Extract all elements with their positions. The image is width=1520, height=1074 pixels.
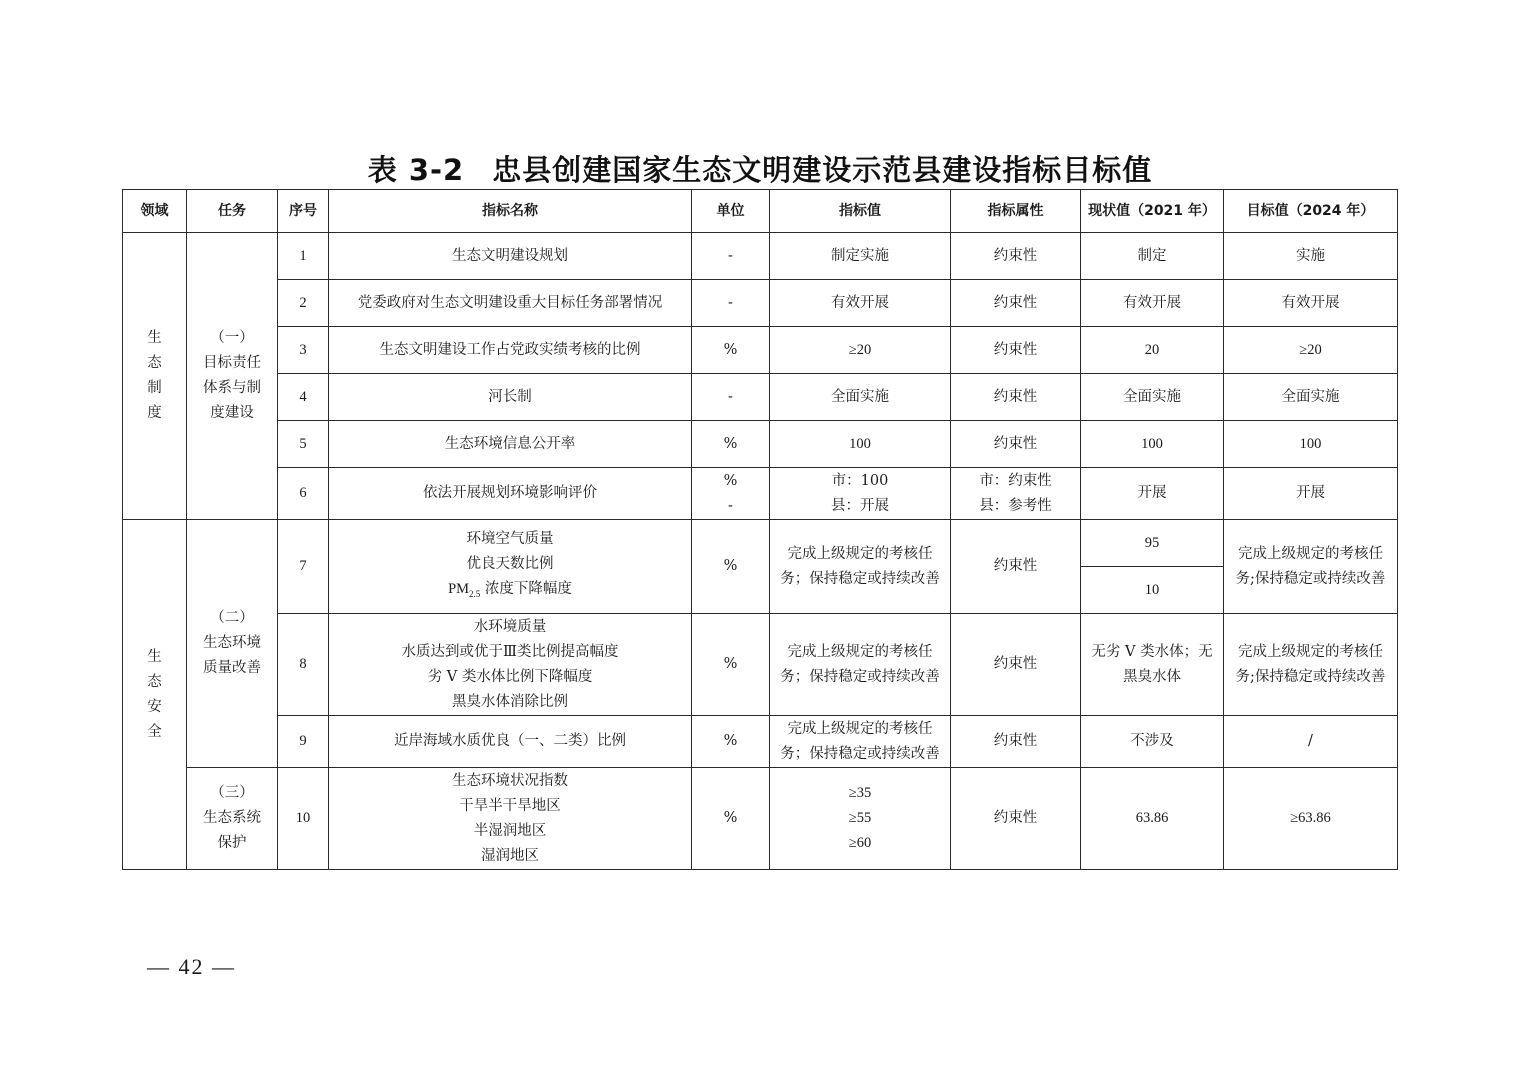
header-value: 指标值 <box>770 190 951 233</box>
indicator-attr: 约束性 <box>951 614 1081 716</box>
indicator-attr: 约束性 <box>951 327 1081 374</box>
domain-cell-1: 生 态 制 度 <box>123 233 187 520</box>
indicator-name: 依法开展规划环境影响评价 <box>329 468 692 520</box>
unit: % <box>692 716 770 768</box>
indicator-value: 市：100 县：开展 <box>770 468 951 520</box>
table-title: 忠县创建国家生态文明建设示范县建设指标目标值 <box>492 153 1153 187</box>
indicator-name: 党委政府对生态文明建设重大目标任务部署情况 <box>329 280 692 327</box>
unit: % <box>692 421 770 468</box>
table-row <box>123 374 1398 421</box>
header-domain: 领域 <box>123 190 187 233</box>
target-value: 有效开展 <box>1224 280 1398 327</box>
row-no: 10 <box>278 768 329 870</box>
header-target: 目标值（2024 年） <box>1224 190 1398 233</box>
current-value: 无劣 V 类水体；无 黑臭水体 <box>1081 614 1224 716</box>
table-number: 表 3-2 <box>367 153 465 187</box>
unit: % - <box>692 468 770 520</box>
table-row <box>123 614 1398 716</box>
unit: - <box>692 280 770 327</box>
row-no: 4 <box>278 374 329 421</box>
table-row <box>123 421 1398 468</box>
current-value: 全面实施 <box>1081 374 1224 421</box>
domain-cell-2: 生 态 安 全 <box>123 520 187 870</box>
current-value: 20 <box>1081 327 1224 374</box>
row-no: 2 <box>278 280 329 327</box>
indicator-name: 水环境质量 水质达到或优于Ⅲ类比例提高幅度 劣 V 类水体比例下降幅度 黑臭水体消除比例 <box>329 614 692 716</box>
target-value: 完成上级规定的考核任 务;保持稳定或持续改善 <box>1224 614 1398 716</box>
task-cell-1: （一） 目标责任 体系与制 度建设 <box>187 233 278 520</box>
indicator-table <box>122 189 1398 870</box>
current-value: 63.86 <box>1081 768 1224 870</box>
indicator-attr: 约束性 <box>951 768 1081 870</box>
indicator-attr: 约束性 <box>951 374 1081 421</box>
target-value: ≥63.86 <box>1224 768 1398 870</box>
target-value: 完成上级规定的考核任 务;保持稳定或持续改善 <box>1224 520 1398 614</box>
indicator-value: 全面实施 <box>770 374 951 421</box>
target-value: 开展 <box>1224 468 1398 520</box>
target-value: / <box>1224 716 1398 768</box>
indicator-name: 近岸海域水质优良（一、二类）比例 <box>329 716 692 768</box>
indicator-value: 完成上级规定的考核任 务；保持稳定或持续改善 <box>770 520 951 614</box>
header-row <box>123 190 1398 233</box>
indicator-name: 河长制 <box>329 374 692 421</box>
indicator-attr: 市：约束性 县：参考性 <box>951 468 1081 520</box>
table-row <box>123 327 1398 374</box>
current-value: 有效开展 <box>1081 280 1224 327</box>
current-value: 开展 <box>1081 468 1224 520</box>
indicator-name: 生态文明建设规划 <box>329 233 692 280</box>
indicator-attr: 约束性 <box>951 280 1081 327</box>
indicator-name: 环境空气质量 优良天数比例 $PM_{2.5}$ 浓度下降幅度 <box>329 520 692 614</box>
row-no: 8 <box>278 614 329 716</box>
unit: % <box>692 768 770 870</box>
indicator-value: 完成上级规定的考核任 务；保持稳定或持续改善 <box>770 614 951 716</box>
indicator-attr: 约束性 <box>951 421 1081 468</box>
header-name: 指标名称 <box>329 190 692 233</box>
unit: % <box>692 327 770 374</box>
table-row <box>123 468 1398 520</box>
unit: - <box>692 233 770 280</box>
header-attr: 指标属性 <box>951 190 1081 233</box>
indicator-value: 100 <box>770 421 951 468</box>
target-value: ≥20 <box>1224 327 1398 374</box>
indicator-value: 制定实施 <box>770 233 951 280</box>
indicator-value: 完成上级规定的考核任 务；保持稳定或持续改善 <box>770 716 951 768</box>
row-no: 1 <box>278 233 329 280</box>
indicator-attr: 约束性 <box>951 233 1081 280</box>
row-no: 9 <box>278 716 329 768</box>
header-current: 现状值（2021 年） <box>1081 190 1224 233</box>
table-row <box>123 233 1398 280</box>
current-value: 制定 <box>1081 233 1224 280</box>
indicator-attr: 约束性 <box>951 716 1081 768</box>
unit: % <box>692 614 770 716</box>
target-value: 100 <box>1224 421 1398 468</box>
page-number: — 42 — <box>147 954 236 979</box>
unit: % <box>692 520 770 614</box>
task-cell-2: （二） 生态环境 质量改善 <box>187 520 278 768</box>
row-no: 7 <box>278 520 329 614</box>
row-no: 6 <box>278 468 329 520</box>
table-row <box>123 768 1398 870</box>
current-value: 10 <box>1081 567 1224 614</box>
unit: - <box>692 374 770 421</box>
current-value: 95 <box>1081 520 1224 567</box>
current-value: 不涉及 <box>1081 716 1224 768</box>
page-title <box>0 148 1520 189</box>
target-value: 全面实施 <box>1224 374 1398 421</box>
indicator-name: 生态环境状况指数 干旱半干旱地区 半湿润地区 湿润地区 <box>329 768 692 870</box>
indicator-value: ≥20 <box>770 327 951 374</box>
header-task: 任务 <box>187 190 278 233</box>
table-row <box>123 716 1398 768</box>
header-no: 序号 <box>278 190 329 233</box>
current-value: 100 <box>1081 421 1224 468</box>
indicator-value: 有效开展 <box>770 280 951 327</box>
indicator-value: ≥35 ≥55 ≥60 <box>770 768 951 870</box>
indicator-name: 生态环境信息公开率 <box>329 421 692 468</box>
table-row <box>123 280 1398 327</box>
task-cell-3: （三） 生态系统 保护 <box>187 768 278 870</box>
row-no: 3 <box>278 327 329 374</box>
indicator-name: 生态文明建设工作占党政实绩考核的比例 <box>329 327 692 374</box>
row-no: 5 <box>278 421 329 468</box>
indicator-attr: 约束性 <box>951 520 1081 614</box>
target-value: 实施 <box>1224 233 1398 280</box>
table-row <box>123 520 1398 567</box>
header-unit: 单位 <box>692 190 770 233</box>
